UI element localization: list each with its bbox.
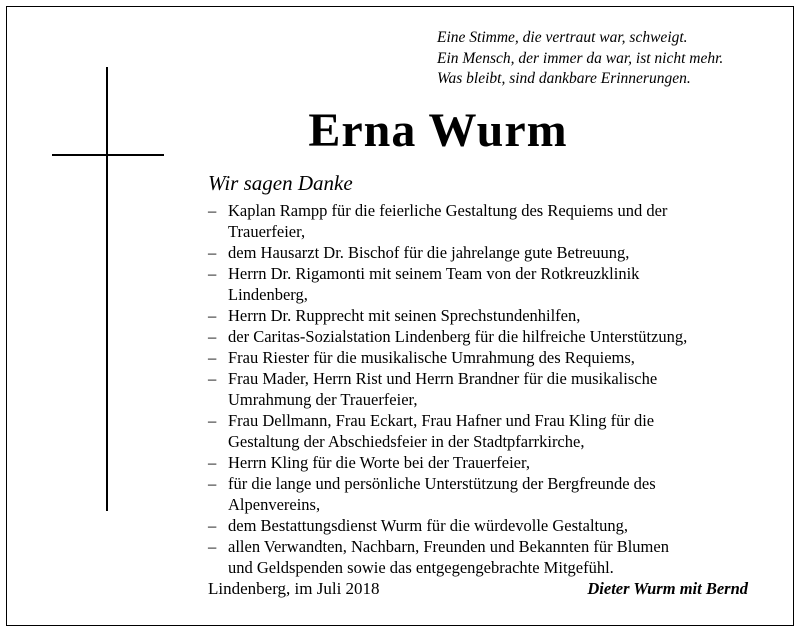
thanks-text [228, 536, 768, 578]
thanks-line: dem Hausarzt Dr. Bischof für die jahrelange gute Betreuung, [228, 243, 630, 262]
dash-bullet: – [208, 369, 217, 388]
thanks-line: Frau Dellmann, Frau Eckart, Frau Hafner und Frau Kling für die [228, 411, 655, 430]
thanks-item [208, 473, 768, 515]
thanks-text [228, 410, 768, 452]
dash-bullet: – [208, 201, 217, 220]
quote-line: Was bleibt, sind dankbare Erinnerungen. [437, 70, 691, 87]
thanks-item [208, 347, 768, 368]
thanks-text [228, 305, 768, 326]
thanks-line: Herrn Kling für die Worte bei der Trauerfeier, [228, 453, 530, 472]
thanks-text [228, 515, 768, 536]
quote-line: Eine Stimme, die vertraut war, schweigt. [437, 29, 688, 46]
thanks-line: dem Bestattungsdienst Wurm für die würdevolle Gestaltung, [228, 516, 628, 535]
thanks-item [208, 305, 768, 326]
thanks-line: für die lange und persönliche Unterstützung der Bergfreunde des [228, 474, 656, 493]
thanks-line: Umrahmung der Trauerfeier, [228, 390, 418, 409]
dash-bullet: – [208, 243, 217, 262]
thanks-line: und Geldspenden sowie das entgegengebrachte Mitgefühl. [228, 558, 614, 577]
dash-bullet: – [208, 537, 217, 556]
deceased-name: Erna Wurm [308, 104, 568, 157]
thanks-line: Gestaltung der Abschiedsfeier in der Stadtpfarrkirche, [228, 432, 585, 451]
signature: Dieter Wurm mit Bernd [587, 579, 748, 598]
thanks-item [208, 200, 768, 242]
memorial-quote [437, 28, 723, 90]
thanks-text [228, 200, 768, 242]
thanks-line: Kaplan Rampp für die feierliche Gestaltung des Requiems und der [228, 201, 668, 220]
thanks-text [228, 452, 768, 473]
dash-bullet: – [208, 411, 217, 430]
thanks-text [228, 347, 768, 368]
dash-bullet: – [208, 327, 217, 346]
dash-bullet: – [208, 348, 217, 367]
thanks-line: Herrn Dr. Rigamonti mit seinem Team von der Rotkreuzklinik [228, 264, 640, 283]
thanks-text [228, 263, 768, 305]
thanks-text [228, 242, 768, 263]
thanks-item [208, 242, 768, 263]
quote-line: Ein Mensch, der immer da war, ist nicht mehr. [437, 49, 724, 67]
thanks-line: Lindenberg, [228, 285, 308, 304]
place-date: Lindenberg, im Juli 2018 [208, 579, 380, 598]
thanks-item [208, 368, 768, 410]
thanks-heading: Wir sagen Danke [208, 171, 353, 195]
thanks-item [208, 536, 768, 578]
dash-bullet: – [208, 516, 217, 535]
thanks-item [208, 263, 768, 305]
dash-bullet: – [208, 474, 217, 493]
thanks-line: Alpenvereins, [228, 495, 321, 514]
thanks-item [208, 326, 768, 347]
dash-bullet: – [208, 306, 217, 325]
thanks-list [208, 200, 768, 578]
thanks-item [208, 452, 768, 473]
thanks-line: Herrn Dr. Rupprecht mit seinen Sprechstundenhilfen, [228, 306, 581, 325]
thanks-line: der Caritas-Sozialstation Lindenberg für die hilfreiche Unterstützung, [228, 327, 688, 346]
thanks-line: Frau Mader, Herrn Rist und Herrn Brandner für die musikalische [228, 369, 658, 388]
thanks-line: allen Verwandten, Nachbarn, Freunden und Bekannten für Blumen [228, 537, 669, 556]
dash-bullet: – [208, 264, 217, 283]
thanks-line: Trauerfeier, [228, 222, 306, 241]
dash-bullet: – [208, 453, 217, 472]
thanks-text [228, 326, 768, 347]
thanks-text [228, 368, 768, 410]
thanks-line: Frau Riester für die musikalische Umrahmung des Requiems, [228, 348, 635, 367]
thanks-item [208, 410, 768, 452]
thanks-text [228, 473, 768, 515]
thanks-item [208, 515, 768, 536]
